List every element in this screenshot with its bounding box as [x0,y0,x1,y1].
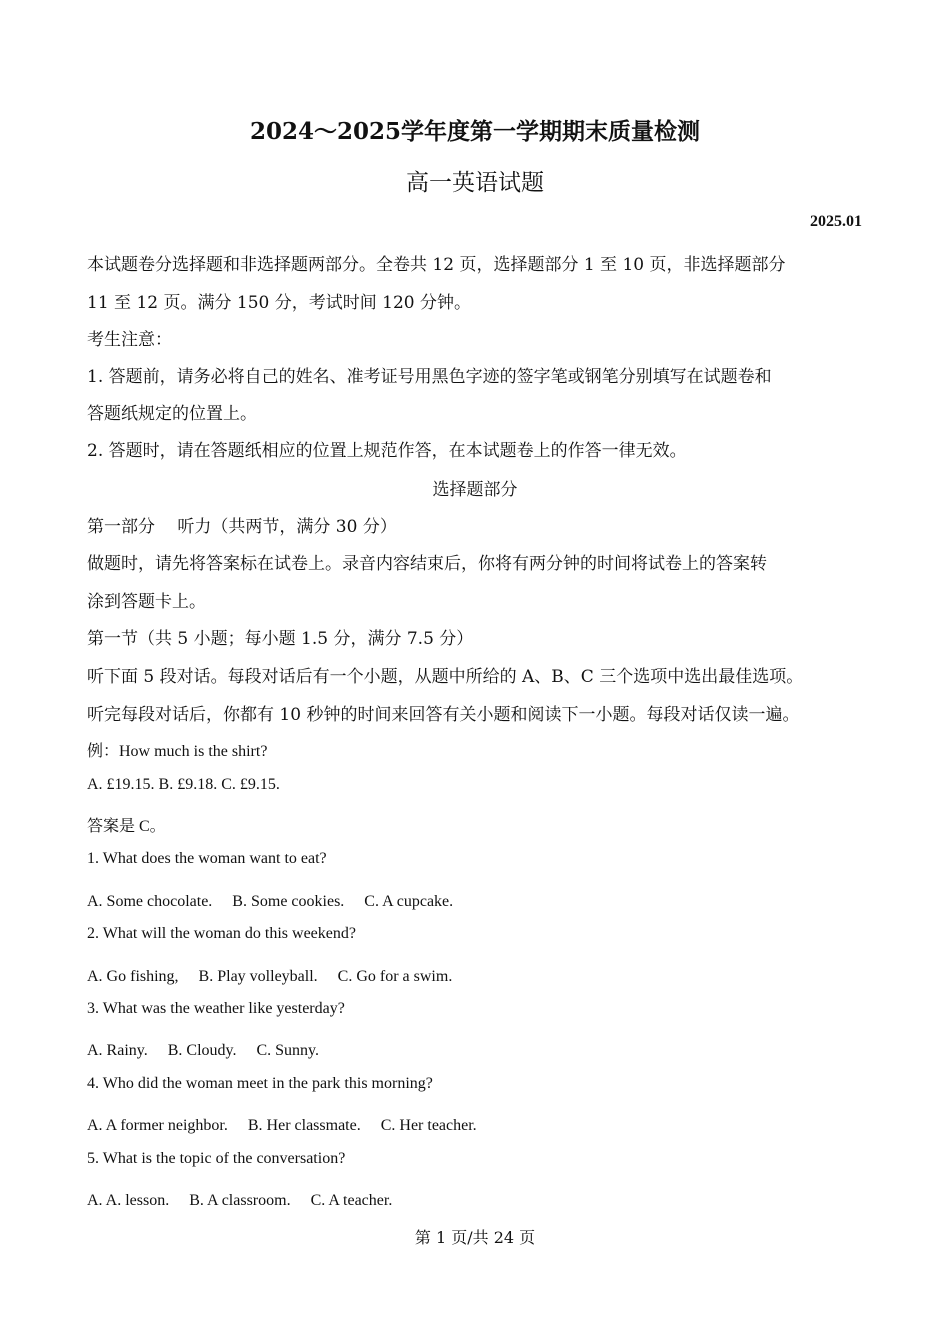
question: 2. What will the woman do this weekend? [87,925,356,942]
example-answer: 答案是 C。 [87,818,166,835]
example-question: 例：How much is the shirt? [87,743,268,760]
question: 1. What does the woman want to eat? [87,850,327,867]
question-options: A. Some chocolate. B. Some cookies. C. A cupcake. [87,893,454,910]
section-heading: 选择题部分 [432,480,518,500]
exam-subtitle: 高一英语试题 [406,170,544,196]
notice-item: 1. 答题前，请务必将自己的姓名、准考证号用黑色字迹的签字笔或钢笔分别填写在试题卷和 [87,367,772,387]
notice-item: 答题纸规定的位置上。 [87,404,257,424]
intro-line: 本试题卷分选择题和非选择题两部分。全卷共 12 页，选择题部分 1 至 10 页，非选择题部分 [87,255,786,275]
question-options: A. A former neighbor. B. Her classmate. C. Her teacher. [87,1117,477,1134]
question: 5. What is the topic of the conversation? [87,1150,346,1167]
question: 3. What was the weather like yesterday? [87,1000,345,1017]
exam-title: 2024～2025学年度第一学期期末质量检测 [249,118,701,145]
question-options: A. Rainy. B. Cloudy. C. Sunny. [87,1042,320,1059]
part-heading: 第一部分 听力（共两节，满分 30 分） [87,517,397,537]
exam-date: 2025.01 [810,213,862,230]
intro-line: 11 至 12 页。满分 150 分，考试时间 120 分钟。 [87,293,471,313]
notice-heading: 考生注意： [87,330,172,350]
subsection-heading: 第一节（共 5 小题；每小题 1.5 分，满分 7.5 分） [87,629,474,649]
question-options: A. A. lesson. B. A classroom. C. A teacher. [87,1192,393,1209]
question-options: A. Go fishing, B. Play volleyball. C. Go for a swim. [87,968,453,985]
subsection-instructions: 听下面 5 段对话。每段对话后有一个小题，从题中所给的 A、B、C 三个选项中选出最佳选项。 [87,667,804,687]
notice-item: 2. 答题时，请在答题纸相应的位置上规范作答，在本试题卷上的作答一律无效。 [87,441,687,461]
example-options: A. £19.15. B. £9.18. C. £9.15. [87,776,280,793]
part-instructions: 做题时，请先将答案标在试卷上。录音内容结束后，你将有两分钟的时间将试卷上的答案转 [87,554,767,574]
question: 4. Who did the woman meet in the park this morning? [87,1075,433,1092]
part-instructions: 涂到答题卡上。 [87,592,206,612]
subsection-instructions: 听完每段对话后，你都有 10 秒钟的时间来回答有关小题和阅读下一小题。每段对话仅读一遍。 [87,705,800,725]
page-number: 第 1 页/共 24 页 [414,1228,536,1247]
